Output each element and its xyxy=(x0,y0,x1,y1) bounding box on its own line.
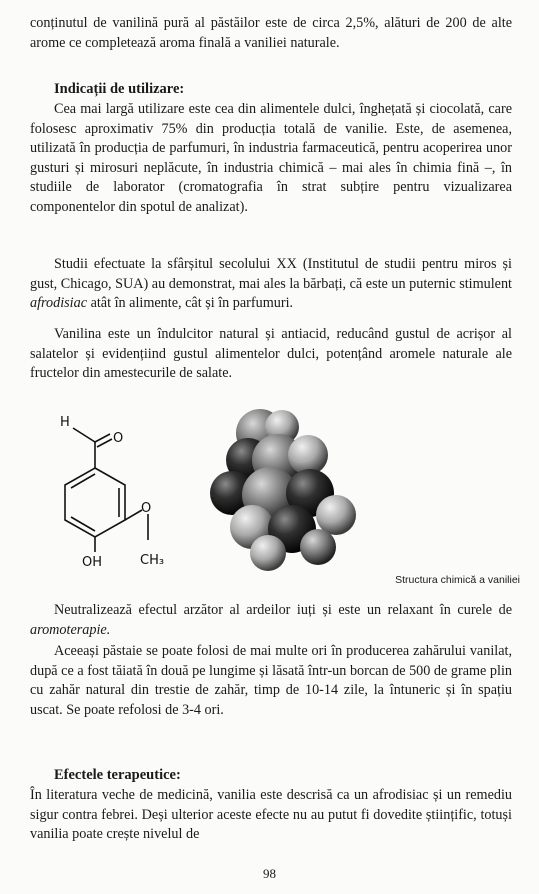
atom-h-label: H xyxy=(60,415,70,430)
ring-double-bond-3 xyxy=(71,517,95,531)
figure-caption: Structura chimică a vaniliei xyxy=(395,574,520,586)
usage-p4-text: Neutralizează efectul arzător al ardeilor iuți și este un relaxant în curele de xyxy=(54,602,512,618)
usage-paragraph-4 xyxy=(30,601,512,640)
page-number: 98 xyxy=(263,866,276,881)
usage-paragraph-2 xyxy=(30,255,512,314)
usage-p2-italic: afrodisiac xyxy=(30,295,88,311)
ring-double-bond-1 xyxy=(71,474,95,488)
usage-paragraph-5: Aceeași păstaie se poate folosi de mai multe ori în producerea zahărului vanilat, după ce a fost tăiată în două pe lungime și lăsată într-un borcan de 500 de grame plin cu zahăr natural din trestie de zahăr, timp de 10-14 zile, la întuneric și în spațiu uscat. Se poate refolosi de 3-4 ori. xyxy=(30,643,512,718)
effects-paragraph-1: În literatura veche de medicină, vanilia este descrisă ca un afrodisiac și un remediu sigur contra febrei. Deși ulterior aceste efecte nu au putut fi dovedite științific, totuși vanilia poate crește nivelul de xyxy=(30,787,512,842)
usage-paragraph-1: Cea mai largă utilizare este cea din alimentele dulci, înghețată și ciocolată, care folosesc aproximativ 75% din producția totală de vanilie. Este, de asemenea, utilizată în producția de parfumuri, în industria farmaceutică, pentru acoperirea unor gusturi și mirosuri neplăcute, în industria chimică – mai ales în chimia fină –, în studiile de laborator (cromatografia în strat subțire pentru vizualizarea componentelor din spotul de analizat). xyxy=(30,101,512,215)
atom-o-ether-label: O xyxy=(141,501,152,516)
benzene-ring xyxy=(65,468,125,537)
vanillin-space-filling-model xyxy=(210,405,360,575)
methyl-label: CH₃ xyxy=(140,553,165,568)
section-heading-effects: Efectele terapeutice: xyxy=(54,767,181,783)
atom-o-aldehyde-label: O xyxy=(113,431,124,446)
usage-paragraph-3: Vanilina este un îndulcitor natural și antiacid, reducând gustul de acrișor al salatelor și evidențiind gustul alimentelor dulci, potențând aromele naturale ale fructelor din amestecurile de salate. xyxy=(30,326,512,381)
usage-p4-italic: aromoterapie. xyxy=(30,621,111,638)
vanillin-structural-formula xyxy=(30,390,230,590)
usage-p2-text-a: Studii efectuate la sfârșitul secolului XX (Institutul de studii pentru miros și gust, Chicago, SUA) au demonstrat, mai ales la bărbați, că este un puternic stimulent xyxy=(30,256,512,292)
ether-bond xyxy=(125,510,142,520)
hydroxyl-label: OH xyxy=(82,555,103,570)
aldehyde-h-bond xyxy=(73,428,95,442)
section-heading-usage: Indicații de utilizare: xyxy=(54,81,185,97)
vanillin-figure xyxy=(30,390,520,590)
usage-p2-text-b: atât în alimente, cât și în parfumuri. xyxy=(87,295,294,311)
intro-paragraph: conținutul de vanilină pură al păstăilor este de circa 2,5%, alături de 200 de alte arome ce completează aroma finală a vaniliei naturale. xyxy=(30,15,512,51)
